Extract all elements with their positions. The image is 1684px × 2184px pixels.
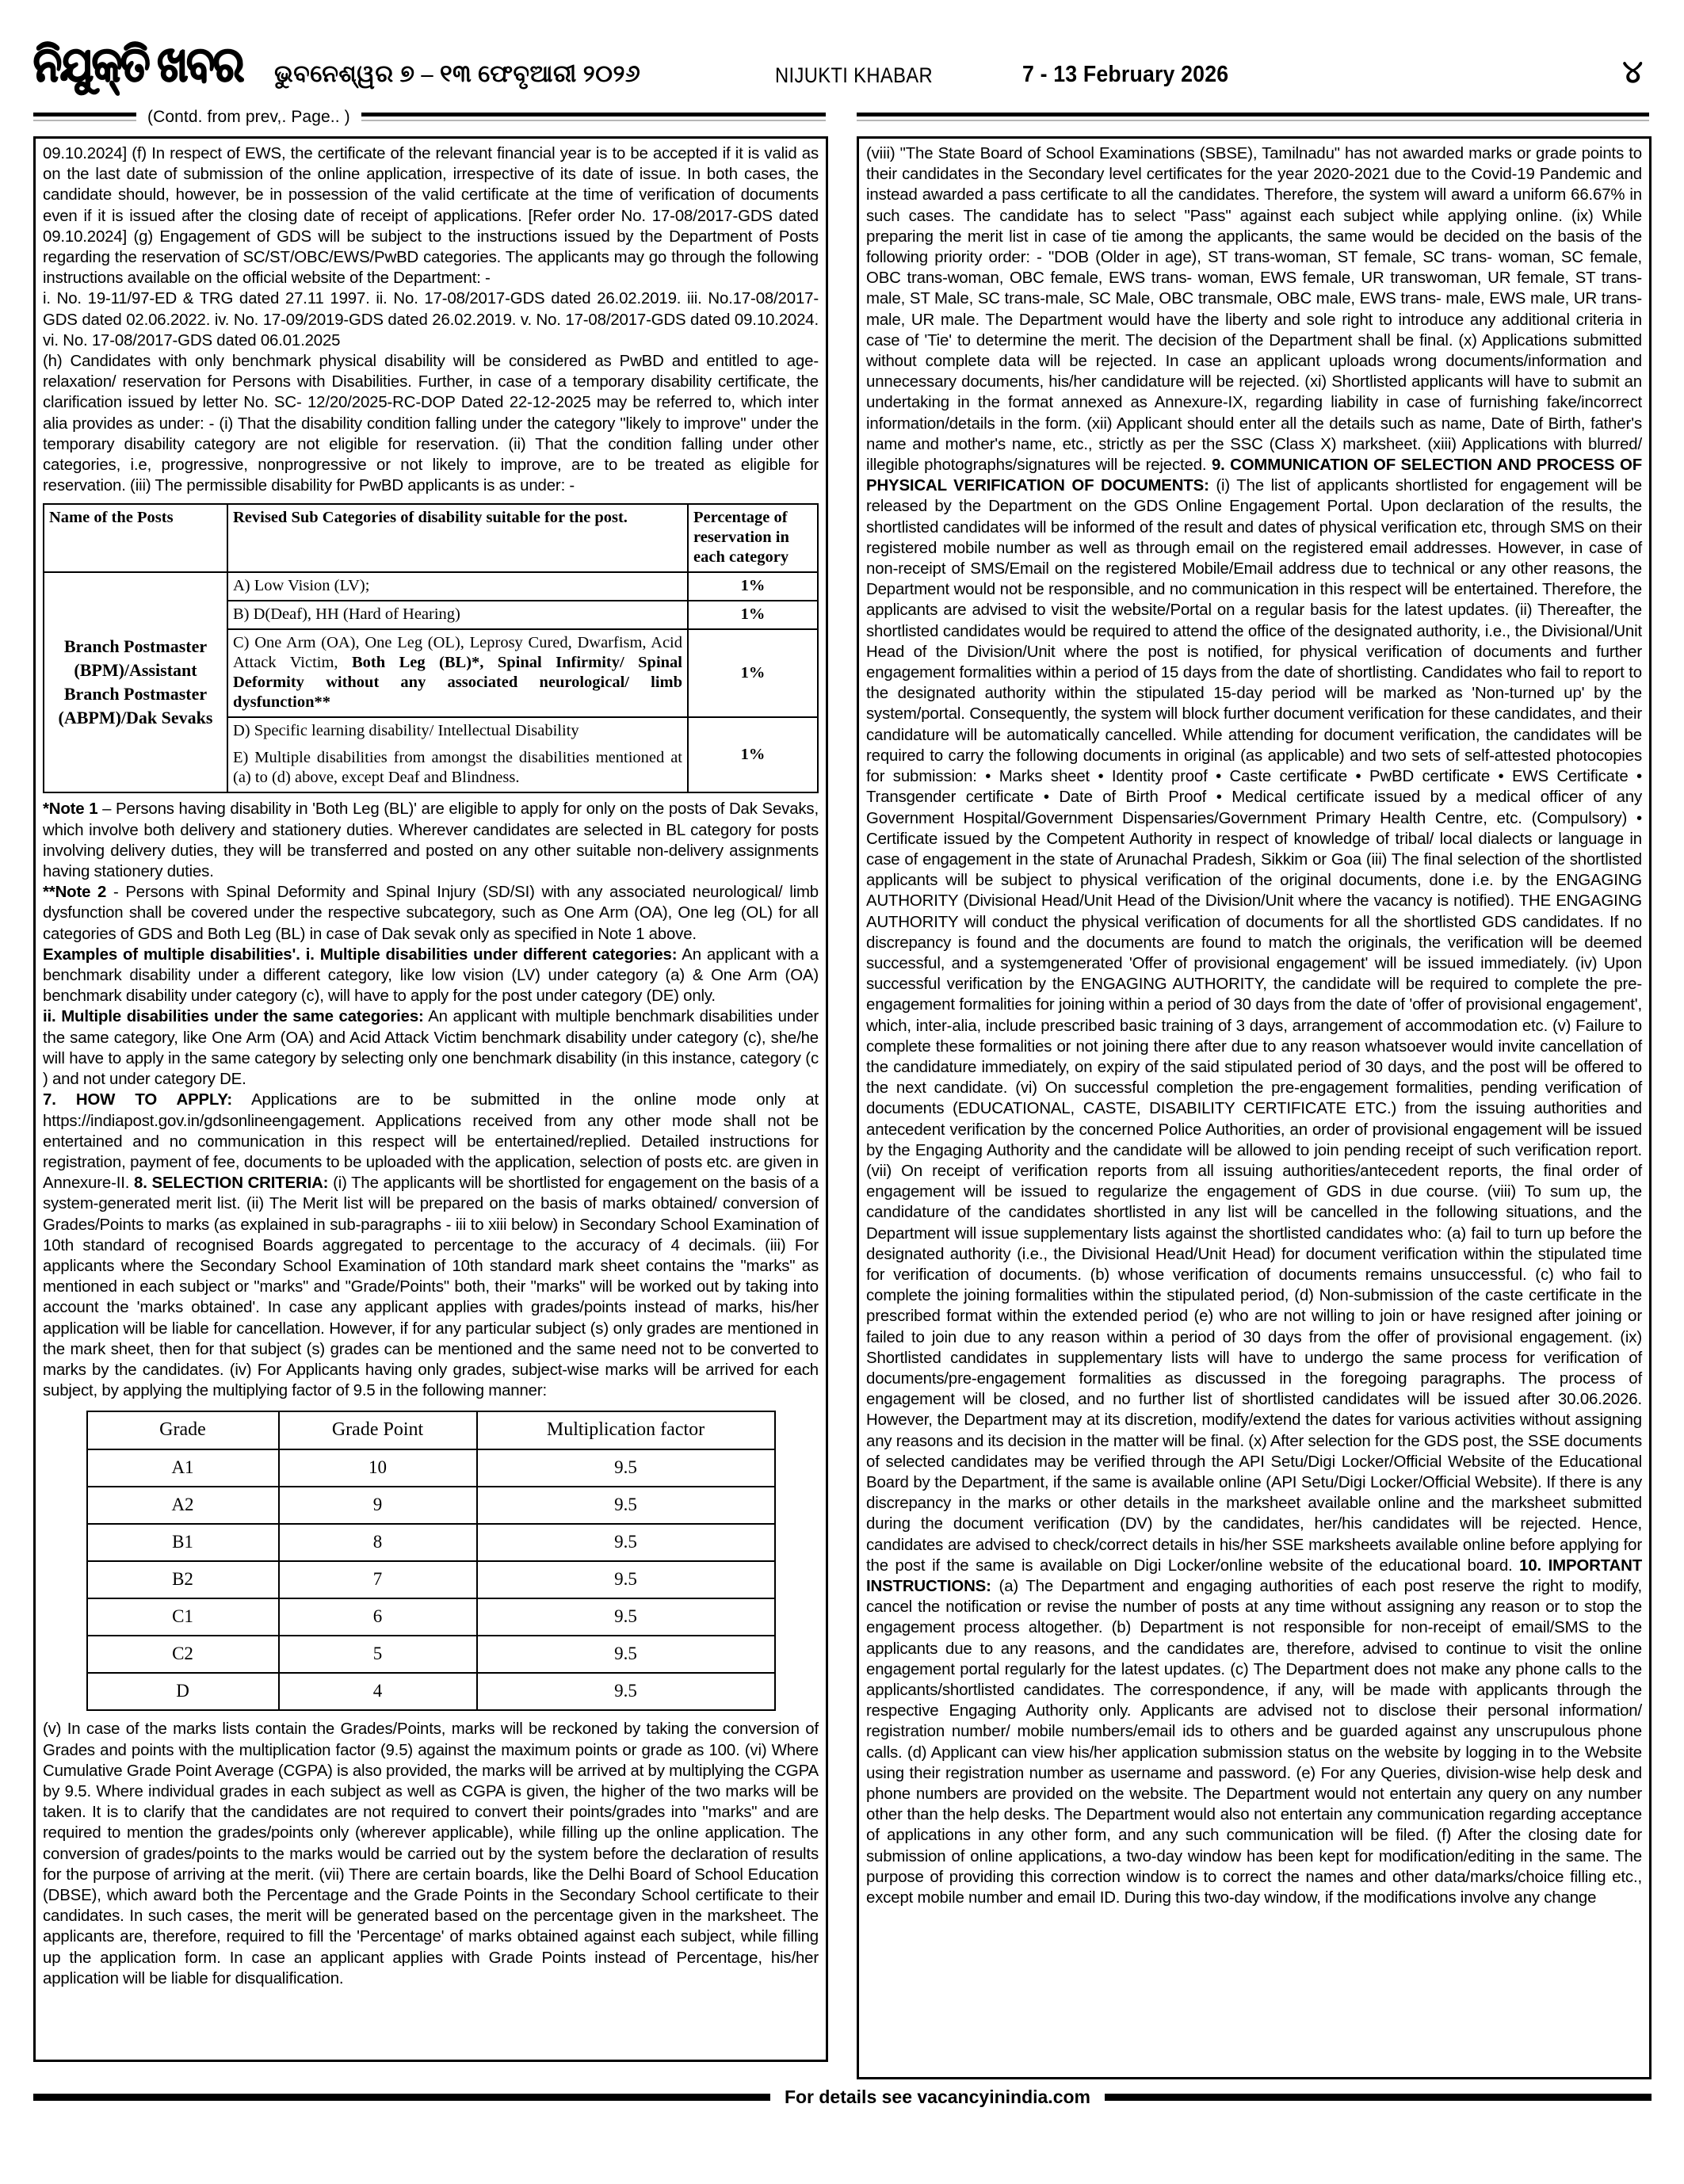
cell-grade: A2: [87, 1487, 279, 1524]
header-percentage: Percentage of reservation in each category: [688, 504, 818, 572]
cell-category-d: D) Specific learning disability/ Intellectual Disability: [227, 717, 688, 745]
grade-conversion-table: [86, 1411, 776, 1711]
cell-factor: 9.5: [477, 1487, 775, 1524]
table-row: [87, 1598, 775, 1636]
page-number: ୪: [1622, 54, 1643, 90]
selection-criteria-heading: 8. SELECTION CRITERIA:: [134, 1174, 329, 1193]
section-7-how-to-apply: [43, 1090, 819, 1401]
right-rule-thick: [857, 113, 1649, 116]
examples-heading: Examples of multiple disabilities'. i. Multiple disabilities under different categories:: [43, 945, 678, 964]
right-column-body: [866, 143, 1642, 1908]
cell-percentage-de: 1%: [688, 717, 818, 792]
footer-text: For details see vacancyinindia.com: [784, 2087, 1090, 2107]
section-10-heading: 10. IMPORTANT INSTRUCTIONS:: [866, 1556, 1642, 1596]
paragraph-examples-different-categories: [43, 945, 819, 1007]
cell-grade: D: [87, 1673, 279, 1710]
cell-grade: B1: [87, 1524, 279, 1561]
paragraph-note-1: [43, 799, 819, 882]
header-grade: Grade: [87, 1411, 279, 1449]
table-row: [87, 1524, 775, 1561]
how-to-apply-text: Applications are to be submitted in the online mode only at https://indiapost.gov.in/gdsonlineengagement. Applications received from any other mode shall not be entertained and no communication in this respect will be entertained/replied. Detailed instructions for registration, payment of fee, documents to be uploaded with the application, selection of posts etc. are given in Annexure-II.: [43, 1091, 819, 1193]
paragraph-ews-certificate: 09.10.2024] (f) In respect of EWS, the certificate of the relevant financial year is to be accepted if it is valid as on the last date of submission of the online application, irrespective of its date of issue. In both cases, the candidate should, however, be in possession of the valid certificate at the time of verification of documents even if it is issued after the closing date of receipt of applications. [Refer order No. 17-08/2017-GDS dated 09.10.2024] (g) Engagement of GDS will be subject to the instructions issued by the Department of Posts regarding the reservation of SC/ST/OBC/EWS/PwBD categories. The applicants may go through the following instructions available on the official website of the Department: -: [43, 145, 819, 288]
masthead-title: NIJUKTI KHABAR: [775, 63, 934, 87]
cell-factor: 9.5: [477, 1524, 775, 1561]
note-1-text: – Persons having disability in 'Both Leg (BL)' are eligible to apply for only on the posts of Dak Sevaks, which involve both delivery and stationery duties. Wherever candidates are selected in BL category for posts involving delivery duties, they will be transferred and posted on any other suitable non-delivery assignments having stationery duties.: [43, 800, 819, 881]
cell-factor: 9.5: [477, 1598, 775, 1636]
section-9-text: (i) The list of applicants shortlisted for engagement will be released by the Department on the GDS Online Engagement Portal. Upon declaration of the results, the shortlisted candidates will be informed of the result and dates of physical verification etc, through SMS on their registered mobile number as well as through email on the registered email addresses. However, in case of non-receipt of SMS/Email on the registered Mobile/Email address due to technical or any other reasons, the Department would not be responsible, and no communication in this respect will be entertained. Therefore, the applicants are advised to visit the website/Portal on a regular basis for the latest updates. (ii) Thereafter, the shortlisted candidates would be required to attend the office of the designated authority, i.e., the Divisional/Unit Head of the Division/Unit where the post is notified, for physical verification of documents and further engagement formalities within a period of 15 days from the date of shortlisting. Candidates who fail to report to the designated authority within the stipulated 15-day period will be marked as 'Non-turned up' by the system/portal. Consequently, the system will block further document verification for these candidates, and their candidature will be automatically cancelled. While attending for document verification, the candidates will be required to carry the following documents in original (as applicable) and two sets of self-attested photocopies for submission: • Marks sheet • Identity proof • Caste certificate • PwBD certificate • EWS Certificate • Transgender certificate • Date of Birth Proof • Medical certificate issued by a medical officer of any Government Hospital/Government Dispensaries/Government Primary Health Centre, etc. (Compulsory) • Certificate issued by the Competent Authority in respect of knowledge of tribal/ local dialects or language in case of engagement in the state of Arunachal Pradesh, Sikkim or Goa (iii) The final selection of the shortlisted applicants will be subject to physical verification of the original documents, done i.e. by the ENGAGING AUTHORITY (Divisional Head/Unit Head of the Division/Unit where the vacancy is notified). THE ENGAGING AUTHORITY will conduct the physical verification of documents for all the shortlisted GDS candidates. If no discrepancy is found and the documents are found to match the originals, the verification will be deemed successful, and a systemgenerated 'Offer of provisional engagement' will be issued immediately. (iv) Upon successful verification by the ENGAGING AUTHORITY, the candidate will be required to complete the pre-engagement formalities for joining within a period of 30 days from the date of 'offer of provisional engagement', which, inter-alia, include prescribed basic training of 3 days, arrangement of accommodation etc. (v) Failure to complete these formalities or not joining there after due to any reason whatsoever would invite cancellation of the candidature immediately, on expiry of the said stipulated period of 30 days, and the post will be offered to the next candidate. (vi) On successful completion the pre-engagement formalities, pending verification of documents (EDUCATIONAL, CASTE, DISABILITY CERTIFICATE ETC.) from the issuing authorities and antecedent verification by the concerned Police Authorities, an order of provisional engagement will be issued by the Engaging Authority and the candidate will be allowed to join pending receipt of such verification report. (vii) On receipt of verification reports from all issuing authorities/antecedent reports, the final order of engagement will be issued to regularize the engagement of GDS in due course. (viii) To sum up, the candidature of the candidates shortlisted in any list will be cancelled in the following situations, and the Department will issue supplementary lists against the shortlisted candidates who: (a) fail to turn up before the designated authority (i.e., the Divisional Head/Unit Head) for document verification within the stipulated time for verification of documents. (b) whose verification of documents remains unsuccessful. (c) who fail to complete the joining formalities within the stipulated period, (d) Non-submission of the caste certificate in the prescribed format within the extended period (e) who are not willing to join or have resigned after joining or failed to join due to any reason within a period of 30 days from the offer of provisional engagement. (ix) Shortlisted candidates in supplementary lists will have to undergo the same process for verification of documents/pre-engagement formalities as discussed in the foregoing paragraphs. The process of engagement will be closed, and no further list of shortlisted candidates will be issued after 30.06.2026. However, the Department may at its discretion, modify/extend the dates for various activities without assigning any reasons and its decision in the matter will be final. (x) After selection for the GDS post, the SSE documents of selected candidates may be verified through the API Setu/Digi Locker/Official Website of the Educational Board by the Department, if the same is available online (API Setu/Digi Locker/Official Website). If there is any discrepancy in the marks or other details in the marksheet available online and the marksheet submitted during the document verification (DV) by the candidates, her/his candidates will be rejected. Hence, candidates are advised to check/correct details in his/her SSE marksheets available online before applying for the post if the same is available on Digi Locker/online website of the educational board.: [866, 477, 1643, 1575]
how-to-apply-heading: 7. HOW TO APPLY:: [43, 1091, 232, 1109]
cell-grade: A1: [87, 1449, 279, 1487]
note-2-text: - Persons with Spinal Deformity and Spinal Injury (SD/SI) with any associated neurological/ limb dysfunction shall be covered under the respective subcategory, such as One Arm (OA), One leg (OL) for all categories of GDS and Both Leg (BL) in case of Dak sevak only as specified in Note 1 above.: [43, 884, 819, 943]
cell-grade-point: 8: [279, 1524, 477, 1561]
table-row: [87, 1449, 775, 1487]
cell-percentage-a: 1%: [688, 572, 818, 601]
paragraph-order-references: i. No. 19-11/97-ED & TRG dated 27.11 1997. ii. No. 17-08/2017-GDS dated 26.02.2019. iii. No.17-08/2017-GDS dated 02.06.2022. iv. No. 17-09/2019-GDS dated 26.02.2019. v. No. 17-08/2017-GDS dated 09.10.2024. vi. No. 17-08/2017-GDS dated 06.01.2025: [43, 290, 819, 349]
cell-grade-point: 9: [279, 1487, 477, 1524]
cell-percentage-c: 1%: [688, 629, 818, 717]
paragraph-sbse-tamilnadu: (viii) "The State Board of School Examinations (SBSE), Tamilnadu" has not awarded marks or grade points to their candidates in the Secondary level certificates for the year 2020-2021 due to the Covid-19 Pandemic and instead awarded a pass certificate to all the candidates. Therefore, the system will award a uniform 66.67% in such cases. The candidate has to select "Pass" against each subject while applying online. (ix) While preparing the merit list in case of tie among the applicants, the same would be decided on the basis of the following priority order: - "DOB (Older in age), ST trans-woman, ST female, SC trans- woman, SC female, OBC trans-woman, OBC female, EWS trans- woman, EWS female, UR transwoman, UR female, ST trans-male, ST Male, SC trans-male, SC Male, OBC transmale, OBC male, EWS trans- male, EWS male, UR trans-male, UR male. The Department would have the liberty and sole right to introduce any additional criteria in case of 'Tie' to determine the merit. The decision of the Department shall be final. (x) Applications submitted without complete data will be rejected. In case an applicant uploads wrong documents/information and unnecessary documents, his/her candidature will be rejected. (xi) Shortlisted applicants will have to submit an undertaking in the format annexed as Annexure-IX, regarding liability in case of furnishing fake/incorrect information/details in the form. (xii) Applicant should enter all the details such as name, Date of Birth, father's name and mother's name, etc., strictly as per the SSC (Class X) marksheet. (xiii) Applications with blurred/ illegible photographs/signatures will be rejected.: [866, 145, 1642, 475]
masthead-date-range: 7 - 13 February 2026: [1022, 62, 1229, 87]
section-9-heading: 9. COMMUNICATION OF SELECTION AND PROCESS OF PHYSICAL VERIFICATION OF DOCUMENTS:: [866, 456, 1643, 495]
masthead-place-date-odia: ଭୁବନେଶ୍ୱର ୭ – ୧୩ ଫେବୃଆରୀ ୨୦୨୬: [274, 61, 641, 87]
left-column: [33, 136, 828, 2062]
same-category-text: An applicant with multiple benchmark disabilities under the same category, like One Arm (OA) and Acid Attack Victim benchmark disability under category (c), she/he will have to apply in the same category by selecting only one benchmark disability (in this instance, category (c ) and not under category DE.: [43, 1008, 819, 1089]
cell-factor: 9.5: [477, 1561, 775, 1598]
publication-logo: ନିଯୁକ୍ତି ଖବର: [33, 39, 243, 93]
table-row: [44, 572, 818, 601]
footer-rule-right: [1105, 2094, 1652, 2101]
header-multiplication-factor: Multiplication factor: [477, 1411, 775, 1449]
cell-grade: C2: [87, 1636, 279, 1673]
right-rule-thin: [857, 120, 1649, 121]
table-header-row: [44, 504, 818, 572]
cell-grade-point: 7: [279, 1561, 477, 1598]
cell-grade-point: 6: [279, 1598, 477, 1636]
masthead: [0, 0, 1684, 101]
selection-criteria-text: (i) The applicants will be shortlisted for engagement on the basis of a system-generated merit list. (ii) The Merit list will be prepared on the basis of marks obtained/ conversion of Grades/Points to marks (as explained in sub-paragraphs - iii to xiii below) in Secondary School Examination of 10th standard of recognised Boards aggregated to percentage to the accuracy of 4 decimals. (iii) For applicants where the Secondary School Examination of 10th standard mark sheet contains the "marks" as mentioned in each subject or "marks" and "Grade/Points" both, their "marks" will be worked out by taking into account the 'marks obtained'. In case any applicant applies with grades/points instead of marks, his/her application will be liable for cancellation. However, if for any particular subject (s) only grades are mentioned in the mark sheet, then for that subject (s) grades can be mentioned and the same need not to be converted to marks by the candidates. (iv) For Applicants having only grades, subject-wise marks will be arrived for each subject, by applying the multiplying factor of 9.5 in the following manner:: [43, 1174, 819, 1400]
paragraph-examples-same-categories: [43, 1006, 819, 1090]
cell-percentage-b: 1%: [688, 601, 818, 629]
header-grade-point: Grade Point: [279, 1411, 477, 1449]
paragraph-pwbd-benchmark: (h) Candidates with only benchmark physical disability will be considered as PwBD and entitled to age-relaxation/ reservation for Persons with Disabilities. Further, in case of a temporary disability certificate, the clarification issued by letter No. SC- 12/20/2025-RC-DOP Dated 22-12-2025 may be referred to, which inter alia provides as under: - (i) That the disability condition falling under the category "likely to improve" under the temporary disability category are not eligible for reservation. (ii) That the condition falling under other categories, i.e, progressive, nonprogressive or not likely to improve, are to be treated as eligible for reservation. (iii) The permissible disability for PwBD applicants is as under: -: [43, 353, 819, 495]
footer-rule-left: [33, 2094, 770, 2101]
cell-category-b: B) D(Deaf), HH (Hard of Hearing): [227, 601, 688, 629]
section-10-text: (a) The Department and engaging authorities of each post reserve the right to modify, cancel the notification or revise the number of posts at any time without assigning any reason or to stop the engagement process altogether. (b) Department is not responsible for non-receipt of email/SMS to the applicants due to any reasons, and the candidates are, therefore, advised to continue to visit the online engagement portal regularly for the latest updates. (c) The Department does not make any phone calls to the applicants/shortlisted candidates. The correspondence, if any, will be made with applicants through the respective Engaging Authority only. Applicants are advised not to disclose their personal information/ registration number/ mobile numbers/email ids to others and be guarded against any unscrupulous phone calls. (d) Applicant can view his/her application submission status on the website by logging in to the Website using their registration number as username and password. (e) For any Queries, division-wise help desk and phone numbers are provided on the website. The Department would not entertain any query on any number other than the help desks. The Department would also not entertain any communication regarding acceptance of applications in any other form, and any such communication will be filed. (f) After the closing date for submission of online applications, a two-day window has been kept for modification/editing in the same. The purpose of providing this correction window is to correct the names and other data/marks/choice filling etc., except mobile number and email ID. During this two-day window, if the modifications involve any change: [866, 1578, 1642, 1907]
right-column: [857, 136, 1652, 2079]
cell-grade-point: 4: [279, 1673, 477, 1710]
header-name-of-posts: Name of the Posts: [44, 504, 227, 572]
cell-grade: C1: [87, 1598, 279, 1636]
cell-post-name: Branch Postmaster (BPM)/Assistant Branch Postmaster (ABPM)/Dak Sevaks: [44, 572, 227, 792]
cell-grade-point: 5: [279, 1636, 477, 1673]
table-row: [87, 1561, 775, 1598]
header-sub-categories: Revised Sub Categories of disability suitable for the post.: [227, 504, 688, 572]
cell-factor: 9.5: [477, 1449, 775, 1487]
category-c-plain: C) One Arm (OA), One Leg (OL), Leprosy Cured, Dwarfism, Acid Attack Victim,: [233, 634, 682, 672]
table-row: [87, 1487, 775, 1524]
note-1-label: *Note 1: [43, 800, 98, 819]
disability-reservation-table: [43, 503, 819, 793]
paragraph-grade-conversion-rules: (v) In case of the marks lists contain the Grades/Points, marks will be reckoned by taking the conversion of Grades and points with the multiplication factor (9.5) against the maximum points or grade as 100. (vi) Where Cumulative Grade Point Average (CGPA) is also provided, the marks will be arrived at by multiplying the CGPA by 9.5. Where individual grades in each subject as well as CGPA is given, the higher of the two marks will be taken. It is to clarify that the candidates are not required to convert their points/grades into "marks" and are required to mention the grades/points only (wherever applicable), while filling up the online application. The conversion of grades/points to the marks would be carried out by the system before the declaration of results for the purpose of arriving at the merit. (vii) There are certain boards, like the Delhi Board of School Education (DBSE), which award both the Percentage and the Grade Points in the Secondary School certificate to their candidates. In such cases, the merit will be generated based on the percentage given in the marksheet. The applicants are, therefore, required to fill the 'Percentage' of marks obtained against each subject, while filling up the application form. In case an applicant applies with Grade Points instead of Percentage, his/her application will be liable for disqualification.: [43, 1720, 819, 1987]
cell-grade: B2: [87, 1561, 279, 1598]
cell-factor: 9.5: [477, 1636, 775, 1673]
cell-grade-point: 10: [279, 1449, 477, 1487]
footer: [33, 2087, 1652, 2108]
cell-category-c: [227, 629, 688, 717]
table-row: [87, 1636, 775, 1673]
cell-factor: 9.5: [477, 1673, 775, 1710]
cell-category-e: E) Multiple disabilities from amongst the disabilities mentioned at (a) to (d) above, except Deaf and Blindness.: [227, 745, 688, 792]
table-row: [87, 1673, 775, 1710]
table-header-row: [87, 1411, 775, 1449]
continuation-ribbon: [33, 109, 826, 136]
continuation-label: (Contd. from prev,. Page.. ): [136, 106, 361, 129]
paragraph-note-2: [43, 882, 819, 945]
examples-text: An applicant with a benchmark disability under a different category, like low vision (LV) under category (a) & One Arm (OA) benchmark disability under category (c), will have to apply for the post under category (DE) only.: [43, 945, 819, 1006]
note-2-label: **Note 2: [43, 884, 107, 902]
cell-category-a: A) Low Vision (LV);: [227, 572, 688, 601]
category-c-bold: Both Leg (BL)*, Spinal Infirmity/ Spinal Deformity without any associated neurological/ limb dysfunction**: [233, 654, 682, 712]
same-category-heading: ii. Multiple disabilities under the same categories:: [43, 1008, 424, 1026]
